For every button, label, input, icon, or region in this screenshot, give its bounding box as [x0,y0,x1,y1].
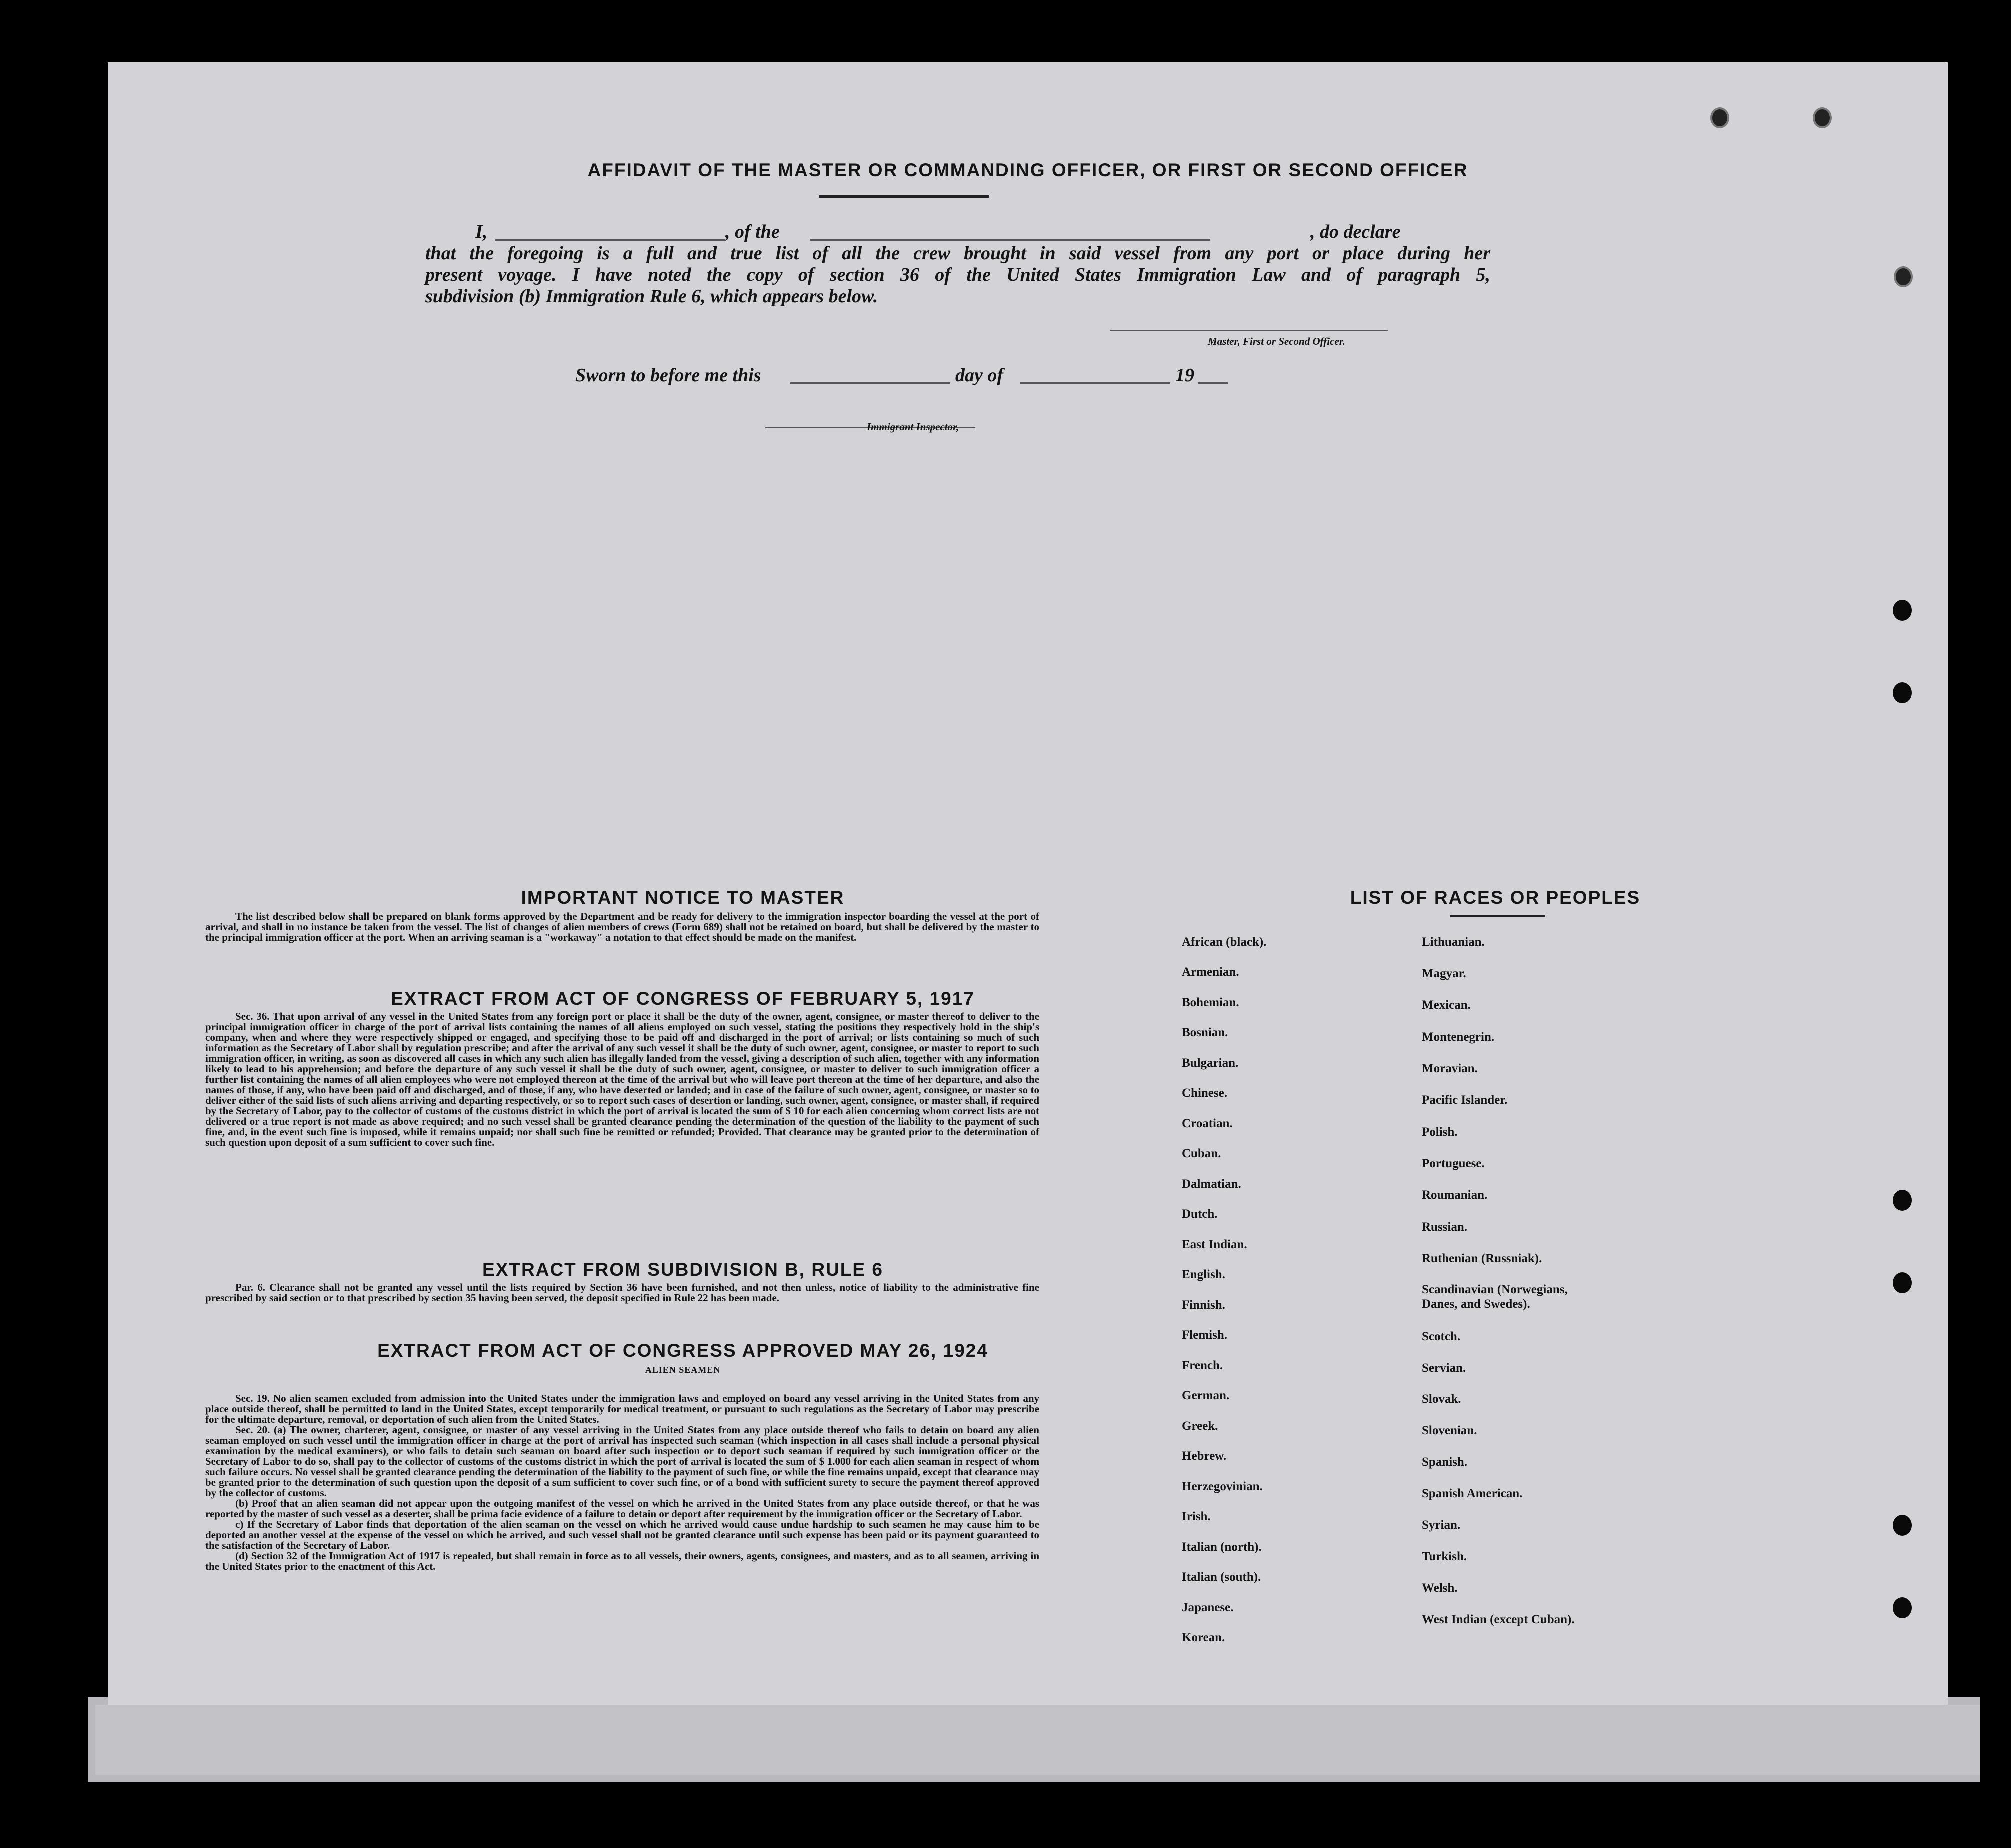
sworn-month-field[interactable] [1020,382,1170,384]
section-36-paragraph: Sec. 36. That upon arrival of any vessel in the United States from any foreign port or place it shall be the duty of the owner, agent, consignee, or master thereof to deliver to the principal immigration officer in charge of the port of arrival lists containing the names of all aliens employed on such vessel, stating the positions they respectively hold in the ship's company, when and where they were respectively shipped or engaged, and specifying those to be paid off and discharged in the port of arrival; or lists containing so much of such information as the Secretary of Labor shall by regulation prescribe; and after the arrival of any such vessel it shall be the duty of such owner, agent, consignee, or master to report to such immigration officer, in writing, as soon as discovered all cases in which any such alien has illegally landed from the vessel, giving a description of such alien, together with any information likely to lead to his apprehension; and before the departure of any such vessel it shall be the duty of such owner, agent, consignee, or master to deliver to such immigration officer a further list containing the names of all alien employees who were not employed thereon at the time of the arrival but who will leave port thereon at the time of her departure, and also the names of those, if any, who have been paid off and discharged, and of those, if any, who have deserted or landed; and in case of the failure of such owner, agent, consignee, or master so to deliver either of the said lists of such aliens arriving and departing respectively, or so to report such cases of desertion or landing, such owner, agent, consignee, or master shall, if required by the Secretary of Labor, pay to the collector of customs of the customs district in which the port of arrival is located the sum of $ 10 for each alien concerning whom correct lists are not delivered or a true report is not made as above required; and no such vessel shall be granted clearance pending the determination of the question of the liability to the payment of such fine, and, in the event such fine is imposed, while it remains unpaid; nor shall such fine be remitted or refunded; Provided. That clearance may be granted prior to the determination of such question upon deposit of a sum sufficient to cover such fine. [205,1010,1039,1148]
sworn-year-field[interactable] [1198,382,1228,384]
section-19-paragraph: Sec. 19. No alien seamen excluded from admission into the United States under the immigration laws and employed on board any vessel arriving in the United States from any place outside thereof, shall be permitted to land in the United States, except temporarily for medical treatment, or pursuant to such regulations as the Secretary of Labor may prescribe for the ultimate departure, removal, or deportation of such alien from the United States. [205,1392,1039,1426]
race-item: French. [1182,1359,1223,1372]
punch-hole [1894,266,1913,288]
race-item: Hebrew. [1182,1450,1227,1463]
race-item: African (black). [1182,936,1267,949]
race-item: Irish. [1182,1510,1211,1524]
race-item: Bulgarian. [1182,1056,1239,1070]
race-item: Ruthenian (Russniak). [1422,1252,1542,1266]
master-name-field[interactable] [495,240,725,241]
punch-hole [1893,1515,1912,1536]
inspector-signature-caption: Immigrant Inspector, [867,421,959,433]
paragraph-6: Par. 6. Clearance shall not be granted any vessel until the lists required by Section 36 have been furnished, and not then unless, notice of liability to the administrative fine prescribed by said section or to that prescribed by section 35 having been served, the deposit specified in Rule 22 has been made. [205,1282,1039,1304]
race-item: Portuguese. [1422,1157,1485,1170]
affidavit-line-1 [425,222,1490,243]
race-item: Spanish American. [1422,1487,1523,1500]
race-item: Welsh. [1422,1582,1458,1595]
race-item: Flemish. [1182,1328,1227,1342]
race-item: Turkish. [1422,1550,1467,1564]
alien-seamen-subtitle: ALIEN SEAMEN [645,1365,721,1375]
year-prefix-label: 19 [1175,365,1194,386]
race-item: Finnish. [1182,1298,1225,1312]
race-item: Pacific Islander. [1422,1094,1508,1107]
sworn-day-field[interactable] [790,382,950,384]
affidavit-declaration [425,222,1490,308]
punch-hole [1893,600,1912,621]
master-signature-caption: Master, First or Second Officer. [1208,336,1345,348]
race-item: Roumanian. [1422,1188,1488,1202]
affidavit-line-3: present voyage. I have noted the copy of section 36 of the United States Immigration Law and of paragraph 5, [425,264,1490,286]
affidavit-declare-label: , do declare [1310,222,1401,242]
race-item: Spanish. [1422,1456,1468,1469]
race-item: Armenian. [1182,966,1239,979]
extract-1917-title: EXTRACT FROM ACT OF CONGRESS OF FEBRUARY 5, 1917 [391,988,975,1009]
race-item: Korean. [1182,1631,1225,1644]
race-item: Greek. [1182,1420,1218,1433]
race-item: Slovenian. [1422,1424,1477,1438]
punch-hole [1893,1190,1912,1211]
race-item: Chinese. [1182,1086,1227,1100]
section-20a-paragraph: Sec. 20. (a) The owner, charterer, agent, consignee, or master of any vessel arriving in the United States from any place outside thereof who fails to detain on board any alien seaman employed on such vessel until the immigration officer in charge at the port of arrival has inspected such seaman (which inspection in all cases shall include a personal physical examination by the medical examiners), or who fails to detain such seaman on board after such inspection or to deport such seaman if required by such immigration officer or the Secretary of Labor to do so, shall pay to the collector of customs of the customs district in which the port of arrival is located the sum of $ 1.000 for each alien seaman in respect of whom such failure occurs. No vessel shall be granted clearance pending the determination of the liability to the payment of such fine, or while the fine remains unpaid, except that clearance may be granted prior to the determination of such question upon the deposit of a sum sufficient to cover such fine, or of a bond with sufficient surety to secure the payment thereof approved by the collector of customs. [205,1424,1039,1499]
affidavit-of-the-label: , of the [725,222,780,242]
punch-hole [1893,682,1912,704]
sworn-line [575,364,1345,390]
race-item: German. [1182,1389,1230,1402]
notice-text [205,912,1039,943]
section-20b-paragraph: (b) Proof that an alien seaman did not appear upon the outgoing manifest of the vessel on which he arrived in the United States from any place outside thereof, or that he was reported by the master of such vessel as a deserter, shall be prima facie evidence of a failure to detain or deport after requirement by the immigration officer or the Secretary of Labor. [205,1498,1039,1520]
race-item: East Indian. [1182,1238,1247,1252]
race-item: Russian. [1422,1220,1468,1234]
race-item: Italian (north). [1182,1540,1262,1554]
race-item: Italian (south). [1182,1570,1261,1584]
rule-6-text [205,1282,1039,1304]
affidavit-line-2: that the foregoing is a full and true list of all the crew brought in said vessel from any port or place during her [425,243,1490,264]
race-item: Japanese. [1182,1601,1234,1614]
punch-hole [1813,108,1832,128]
race-item: Herzegovinian. [1182,1480,1263,1494]
sworn-label: Sworn to before me this [575,365,761,386]
rule-6-title: EXTRACT FROM SUBDIVISION B, RULE 6 [482,1260,883,1280]
extract-1924-title: EXTRACT FROM ACT OF CONGRESS APPROVED MAY 26, 1924 [377,1340,988,1361]
race-item: Servian. [1422,1362,1466,1375]
day-of-label: day of [955,365,1004,386]
affidavit-line-4: subdivision (b) Immigration Rule 6, which appears below. [425,286,878,307]
affidavit-title-rule [819,196,989,198]
race-item: Polish. [1422,1126,1458,1139]
punch-hole [1893,1272,1912,1294]
underlying-sheet [95,1705,1980,1775]
race-item: Scandinavian (Norwegians, Danes, and Swedes). [1422,1283,1568,1311]
race-item: Mexican. [1422,998,1471,1012]
race-item: Slovak. [1422,1392,1461,1406]
race-item: Syrian. [1422,1518,1461,1532]
affidavit-title: AFFIDAVIT OF THE MASTER OR COMMANDING OFFICER, OR FIRST OR SECOND OFFICER [587,160,1468,180]
race-item: Scotch. [1422,1330,1461,1344]
race-item: Croatian. [1182,1117,1233,1130]
manifest-page [108,62,1948,1705]
race-item: Moravian. [1422,1062,1478,1076]
race-item: English. [1182,1268,1225,1282]
punch-hole [1893,1598,1912,1618]
section-20c-paragraph: c) If the Secretary of Labor finds that deportation of the alien seaman on the vessel on which he arrived would cause undue hardship to such seamen he may cause him to be deported an another vessel at the expense of the vessel on which he arrived, and such vessel shall not be granted clearance until such expense has been paid or its payment guaranteed to the satisfaction of the Secretary of Labor. [205,1518,1039,1552]
race-item: Montenegrin. [1422,1030,1495,1044]
races-title: LIST OF RACES OR PEOPLES [1350,888,1641,908]
races-title-rule [1450,916,1545,918]
vessel-name-field[interactable] [810,240,1210,241]
race-item: West Indian (except Cuban). [1422,1613,1575,1626]
extract-1917-text [205,1012,1039,1148]
race-item: Bosnian. [1182,1026,1228,1040]
race-item: Lithuanian. [1422,936,1485,949]
notice-paragraph: The list described below shall be prepared on blank forms approved by the Department and be ready for delivery to the immigration inspector boarding the vessel at the port of arrival, and shall in no instance be taken from the vessel. The list of changes of alien members of crews (Form 689) shall not be retained on board, but shall be delivered by the master to the principal immigration officer at the port. When an arriving seaman is a "workaway" a notation to that effect should be made on the manifest. [205,910,1039,944]
master-signature-line[interactable] [1110,330,1388,331]
race-item: Bohemian. [1182,996,1239,1010]
race-item: Cuban. [1182,1147,1221,1160]
extract-1924-text [205,1394,1039,1572]
race-item: Magyar. [1422,967,1466,980]
notice-title: IMPORTANT NOTICE TO MASTER [521,888,845,908]
affidavit-i-label: I, [475,222,488,242]
race-item: Dalmatian. [1182,1178,1241,1191]
race-item: Dutch. [1182,1208,1218,1221]
section-20d-paragraph: (d) Section 32 of the Immigration Act of 1917 is repealed, but shall remain in force as to all vessels, their owners, agents, consignees, and masters, and as to all seamen, arriving in the United States prior to the enactment of this Act. [205,1550,1039,1572]
punch-hole [1710,108,1729,128]
